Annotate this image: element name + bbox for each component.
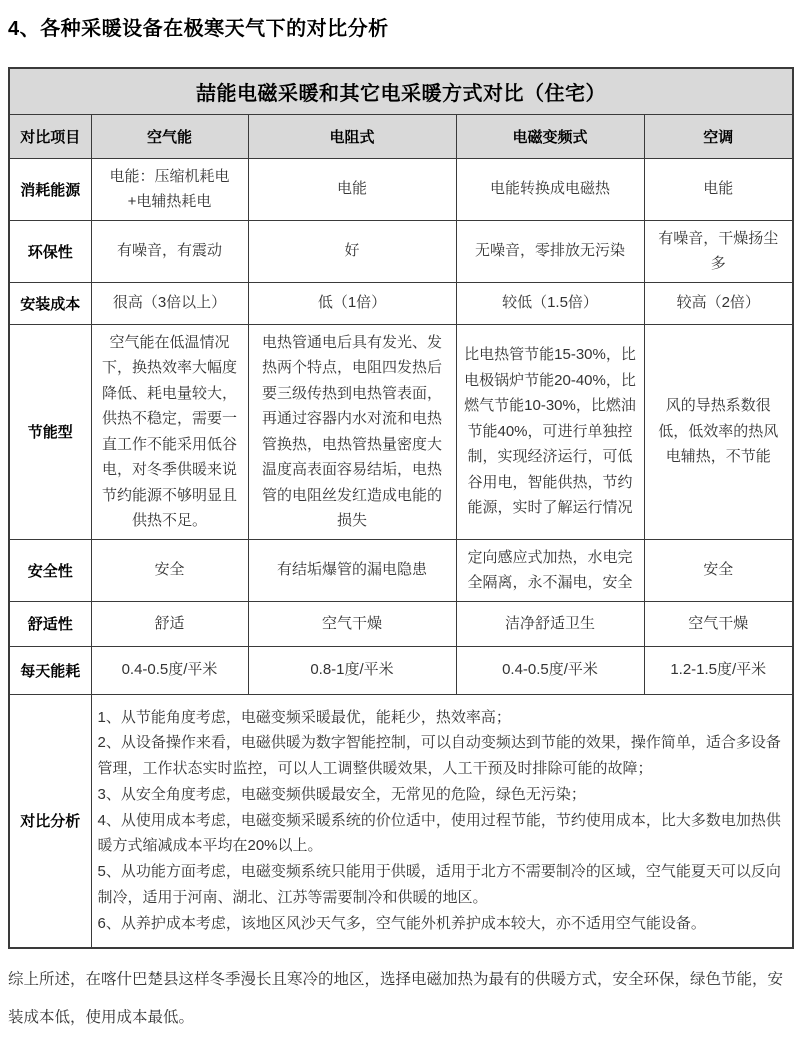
- heating-comparison-table: [8, 67, 794, 949]
- cell-value: 空气能在低温情况下，换热效率大幅度降低、耗电量较大，供热不稳定，需要一直工作不能采用低谷电，对冬季供暖来说节约能源不够明显且供热不足。: [91, 324, 248, 539]
- table-title-row: [9, 68, 793, 114]
- cell-value: 洁净舒适卫生: [456, 601, 644, 646]
- cell-value: 很高（3倍以上）: [91, 282, 248, 324]
- analysis-line: 4、从使用成本考虑，电磁变频采暖系统的价位适中，使用过程节能，节约使用成本，比大多数电加热供暖方式缩减成本平均在20%以上。: [97, 811, 781, 855]
- table-row-safety: [9, 539, 793, 601]
- column-header-resistance: 电阻式: [248, 114, 456, 158]
- row-label: 安装成本: [9, 282, 91, 324]
- analysis-line: 5、从功能方面考虑，电磁变频系统只能用于供暖，适用于北方不需要制冷的区域，空气能夏天可以反向制冷，适用于河南、湖北、江苏等需要制冷和供暖的地区。: [97, 863, 781, 907]
- row-label: 消耗能源: [9, 158, 91, 220]
- cell-value: 比电热管节能15-30%，比电极锅炉节能20-40%，比燃气节能10-30%，比燃油节能40%，可进行单独控制，实现经济运行，可低谷用电，智能供热，节约能源，实时了解运行情况: [456, 324, 644, 539]
- table-row-daily-consumption: [9, 646, 793, 694]
- cell-value: 0.4-0.5度/平米: [456, 646, 644, 694]
- analysis-line: 1、从节能角度考虑，电磁变频采暖最优，能耗少，热效率高；: [97, 708, 511, 726]
- cell-value: 电热管通电后具有发光、发热两个特点，电阻四发热后要三级传热到电热管表面，再通过容器内水对流和电热管换热，电热管热量密度大温度高表面容易结垢，电热管的电阻丝发红造成电能的损失: [248, 324, 456, 539]
- cell-value: 1.2-1.5度/平米: [644, 646, 793, 694]
- column-header-em-inverter: 电磁变频式: [456, 114, 644, 158]
- column-header-item: 对比项目: [9, 114, 91, 158]
- row-label: 安全性: [9, 539, 91, 601]
- analysis-content: [91, 694, 793, 948]
- conclusion-paragraph: 综上所述，在喀什巴楚县这样冬季漫长且寒冷的地区，选择电磁加热为最有的供暖方式，安全环保，绿色节能，安装成本低，使用成本最低。: [8, 970, 784, 1026]
- cell-value: 有结垢爆管的漏电隐患: [248, 539, 456, 601]
- cell-value: 电能：压缩机耗电+电辅热耗电: [91, 158, 248, 220]
- row-label: 对比分析: [9, 694, 91, 948]
- section-heading: 4、各种采暖设备在极寒天气下的对比分析: [8, 18, 389, 40]
- cell-value: 安全: [644, 539, 793, 601]
- cell-value: 舒适: [91, 601, 248, 646]
- table-header-row: [9, 114, 793, 158]
- cell-value: 电能: [644, 158, 793, 220]
- cell-value: 有噪音，干燥扬尘多: [644, 220, 793, 282]
- cell-value: 无噪音，零排放无污染: [456, 220, 644, 282]
- cell-value: 低（1倍）: [248, 282, 456, 324]
- cell-value: 0.4-0.5度/平米: [91, 646, 248, 694]
- row-label: 舒适性: [9, 601, 91, 646]
- row-label: 环保性: [9, 220, 91, 282]
- cell-value: 风的导热系数很低，低效率的热风电辅热，不节能: [644, 324, 793, 539]
- row-label: 每天能耗: [9, 646, 91, 694]
- row-label: 节能型: [9, 324, 91, 539]
- table-row-comfort: [9, 601, 793, 646]
- cell-value: 好: [248, 220, 456, 282]
- table-row-energy-saving: [9, 324, 793, 539]
- column-header-air-source: 空气能: [91, 114, 248, 158]
- cell-value: 较高（2倍）: [644, 282, 793, 324]
- cell-value: 较低（1.5倍）: [456, 282, 644, 324]
- table-row-analysis: [9, 694, 793, 948]
- column-header-ac: 空调: [644, 114, 793, 158]
- cell-value: 安全: [91, 539, 248, 601]
- cell-value: 电能转换成电磁热: [456, 158, 644, 220]
- analysis-line: 2、从设备操作来看，电磁供暖为数字智能控制，可以自动变频达到节能的效果，操作简单，适合多设备管理，工作状态实时监控，可以人工调整供暖效果，人工干预及时排除可能的故障；: [97, 734, 781, 778]
- cell-value: 电能: [248, 158, 456, 220]
- table-row-eco-friendliness: [9, 220, 793, 282]
- cell-value: 定向感应式加热，水电完全隔离，永不漏电，安全: [456, 539, 644, 601]
- cell-value: 空气干燥: [644, 601, 793, 646]
- analysis-line: 3、从安全角度考虑，电磁变频供暖最安全，无常见的危险，绿色无污染；: [97, 785, 586, 803]
- table-row-install-cost: [9, 282, 793, 324]
- cell-value: 空气干燥: [248, 601, 456, 646]
- analysis-line: 6、从养护成本考虑，该地区风沙天气多，空气能外机养护成本较大，亦不适用空气能设备。: [97, 914, 706, 932]
- table-title: 喆能电磁采暖和其它电采暖方式对比（住宅）: [9, 68, 793, 114]
- cell-value: 有噪音，有震动: [91, 220, 248, 282]
- table-row-energy-consumed: [9, 158, 793, 220]
- cell-value: 0.8-1度/平米: [248, 646, 456, 694]
